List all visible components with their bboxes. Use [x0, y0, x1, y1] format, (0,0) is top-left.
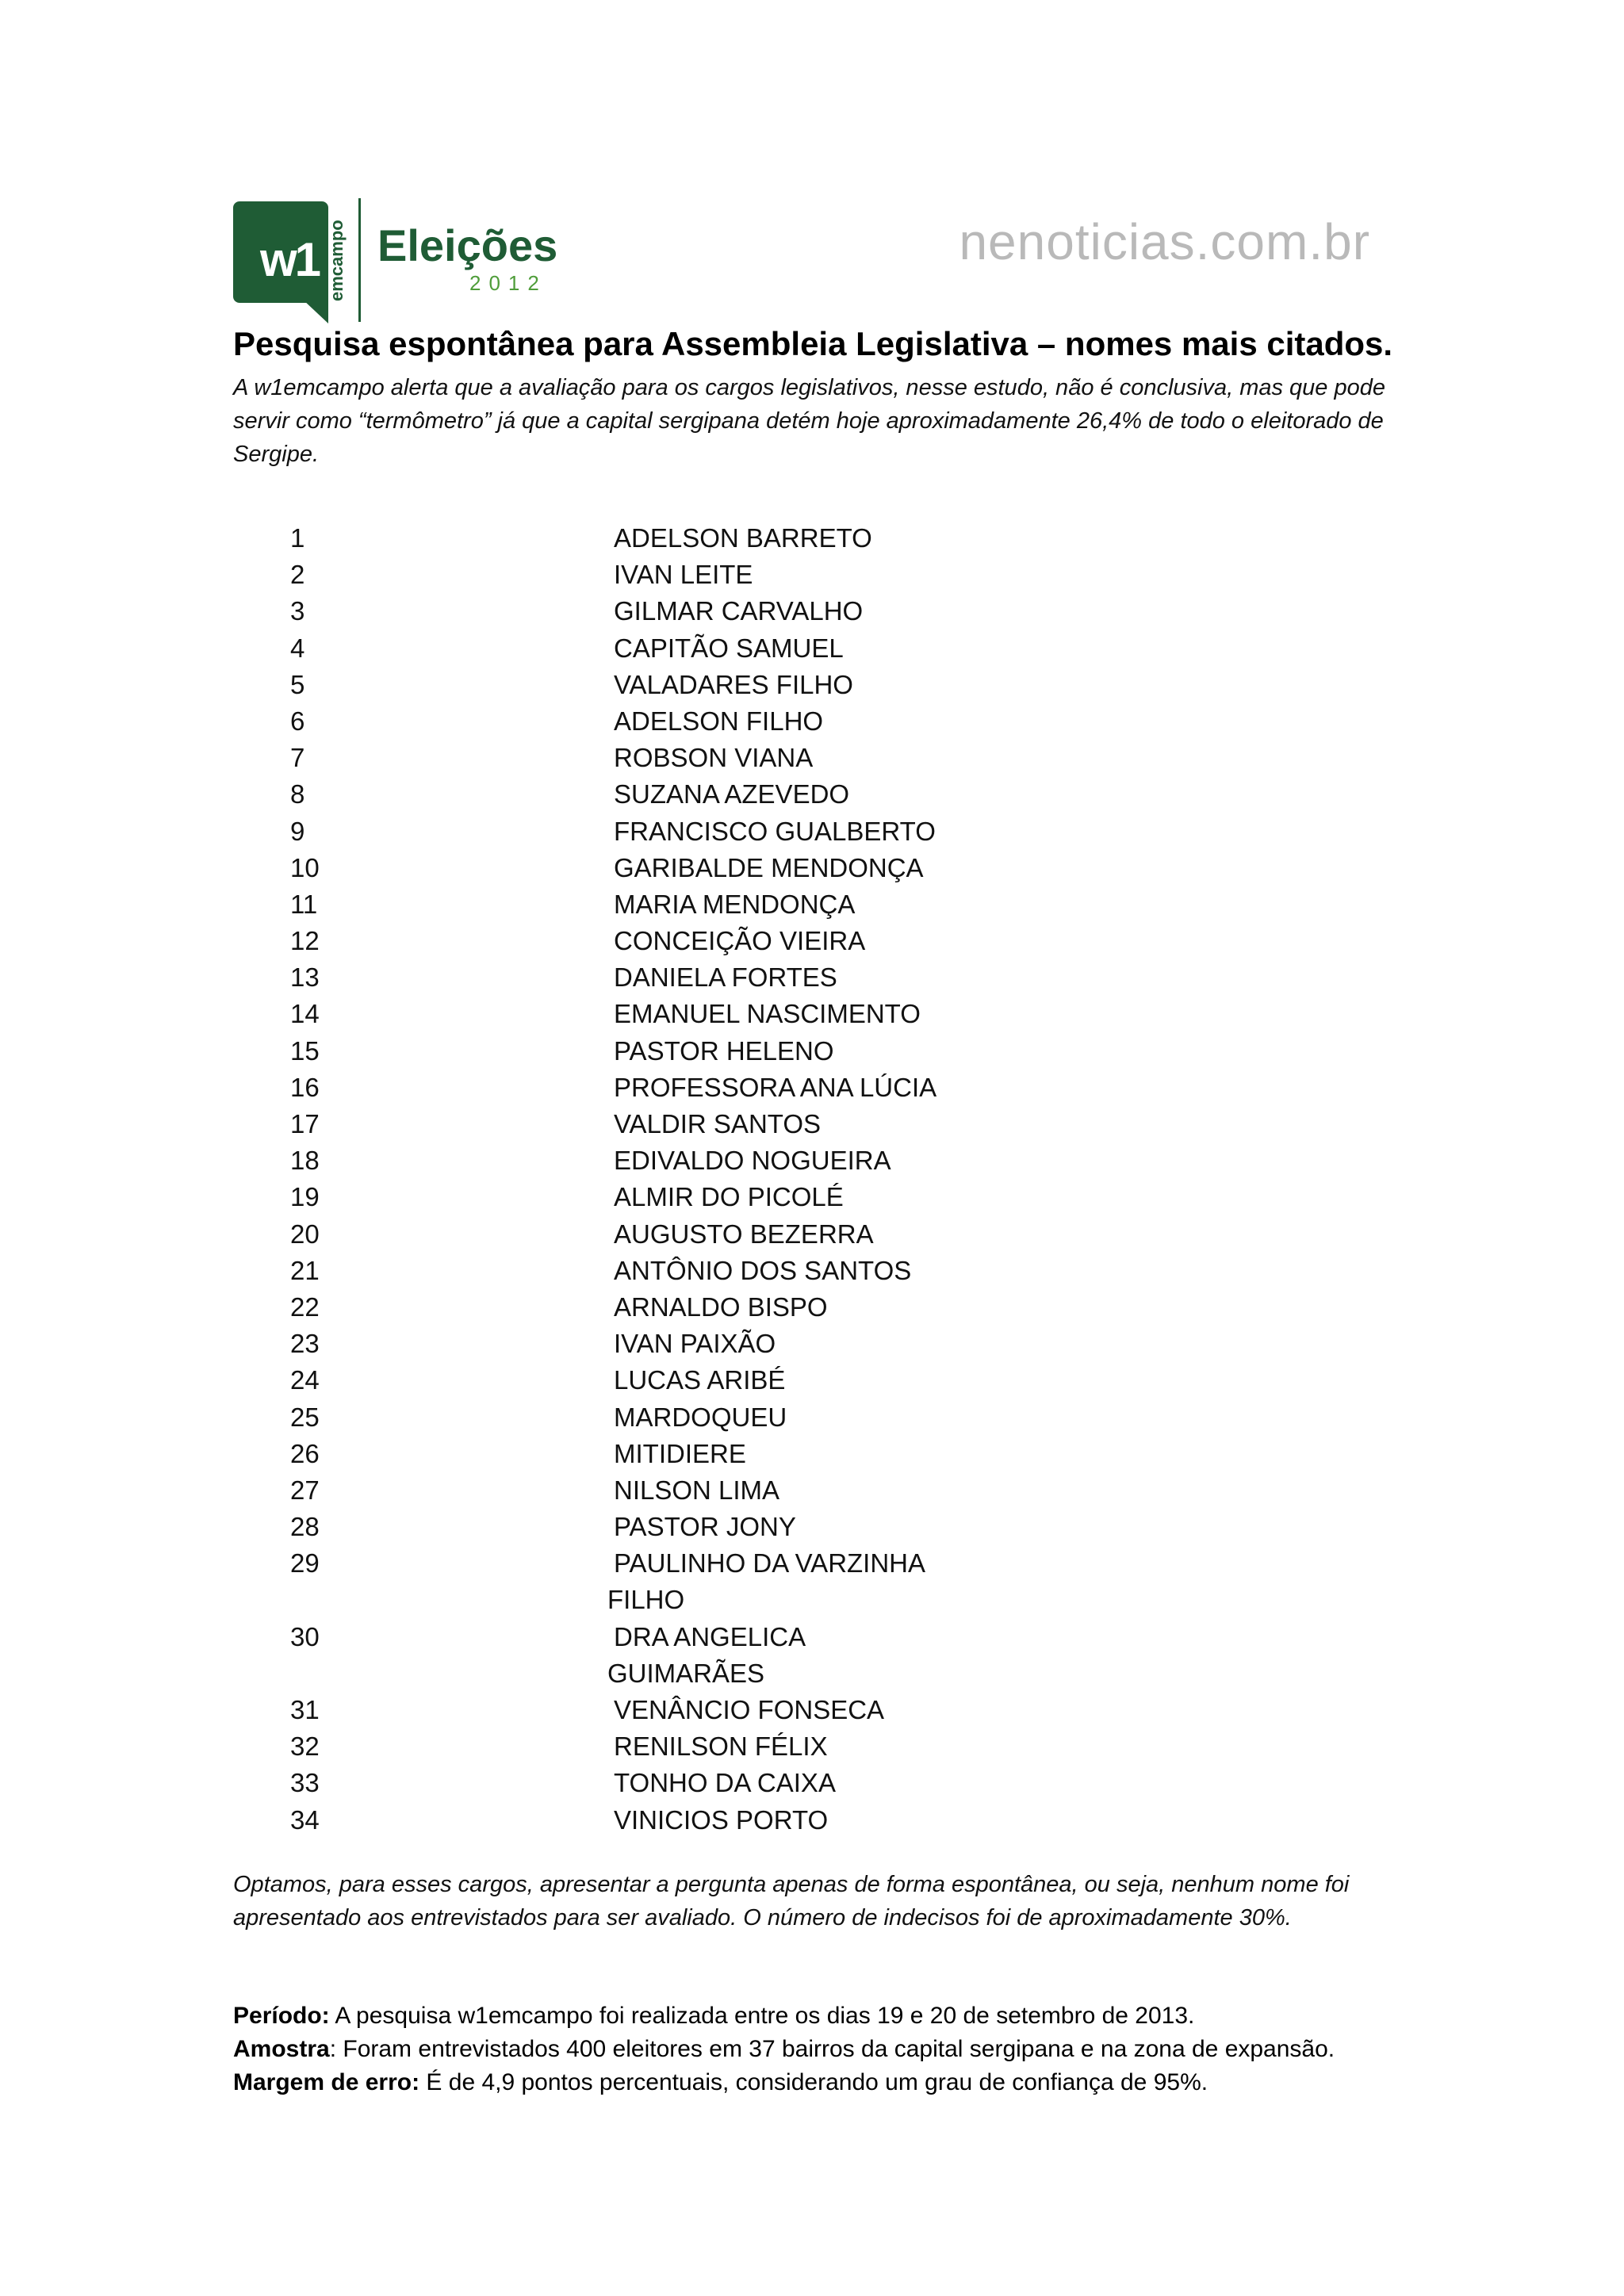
site-name: nenoticias.com.br — [959, 213, 1370, 270]
ranking-name: PASTOR HELENO — [614, 1035, 834, 1066]
period-line — [233, 1999, 1423, 2033]
ranking-number: 11 — [290, 889, 318, 919]
ranking-name: SUZANA AZEVEDO — [614, 779, 850, 809]
ranking-row — [233, 1619, 1185, 1692]
ranking-name: ANTÔNIO DOS SANTOS — [614, 1255, 912, 1285]
w1emcampo-logo — [233, 198, 566, 325]
ranking-name: MITIDIERE — [614, 1438, 746, 1468]
ranking-name: DRA ANGELICA GUIMARÃES — [607, 1621, 805, 1688]
ranking-row — [233, 557, 1185, 593]
ranking-number: 29 — [290, 1548, 320, 1578]
ranking-name: ADELSON BARRETO — [614, 523, 872, 553]
ranking-number: 20 — [290, 1219, 320, 1249]
ranking-row — [233, 1765, 1185, 1801]
ranking-row — [233, 740, 1185, 776]
logo-mark: w1 — [260, 233, 320, 286]
ranking-name: PASTOR JONY — [614, 1512, 796, 1542]
ranking-row — [233, 1362, 1185, 1399]
ranking-row — [233, 1802, 1185, 1839]
logo-word: Eleições — [377, 220, 558, 270]
ranking-number: 21 — [290, 1255, 320, 1285]
ranking-row — [233, 1253, 1185, 1289]
ranking-name: RENILSON FÉLIX — [614, 1732, 828, 1762]
logo-divider — [358, 198, 361, 322]
ranking-number: 33 — [290, 1768, 320, 1798]
ranking-name: EDIVALDO NOGUEIRA — [614, 1146, 891, 1176]
ranking-row — [233, 1509, 1185, 1545]
ranking-row — [233, 1033, 1185, 1070]
ranking-number: 3 — [290, 596, 305, 626]
ranking-number: 6 — [290, 706, 305, 736]
ranking-row — [233, 1728, 1185, 1765]
ranking-row — [233, 1106, 1185, 1142]
ranking-row — [233, 1326, 1185, 1362]
ranking-number: 30 — [290, 1621, 320, 1651]
ranking-number: 7 — [290, 743, 305, 773]
ranking-number: 9 — [290, 816, 305, 846]
ranking-row — [233, 667, 1185, 703]
ranking-name: DANIELA FORTES — [614, 962, 837, 993]
ranking-number: 24 — [290, 1365, 320, 1395]
margin-text: É de 4,9 pontos percentuais, considerando um grau de confiança de 95%. — [419, 2069, 1208, 2095]
ranking-number: 31 — [290, 1695, 320, 1725]
margin-line — [233, 2066, 1423, 2099]
ranking-row — [233, 630, 1185, 667]
ranking-number: 12 — [290, 926, 320, 956]
ranking-number: 17 — [290, 1109, 320, 1138]
ranking-number: 16 — [290, 1072, 320, 1102]
ranking-number: 34 — [290, 1804, 320, 1835]
ranking-number: 15 — [290, 1035, 320, 1066]
ranking-name: LUCAS ARIBÉ — [614, 1365, 786, 1395]
ranking-row — [233, 959, 1185, 996]
ranking-row — [233, 886, 1185, 923]
ranking-row — [233, 1399, 1185, 1436]
ranking-number: 1 — [290, 523, 305, 553]
ranking-row — [233, 813, 1185, 850]
ranking-row — [233, 1692, 1185, 1728]
ranking-row — [233, 1070, 1185, 1106]
page-title: Pesquisa espontânea para Assembleia Legislativa – nomes mais citados. — [233, 325, 1393, 362]
ranking-name: GARIBALDE MENDONÇA — [614, 852, 924, 882]
ranking-name: MARIA MENDONÇA — [614, 889, 856, 919]
ranking-name: AUGUSTO BEZERRA — [614, 1219, 874, 1249]
period-label: Período: — [233, 2003, 330, 2029]
ranking-number: 22 — [290, 1292, 320, 1322]
ranking-name: EMANUEL NASCIMENTO — [614, 999, 921, 1029]
period-text: A pesquisa w1emcampo foi realizada entre os dias 19 e 20 de setembro de 2013. — [329, 2003, 1195, 2029]
ranking-number: 27 — [290, 1475, 320, 1505]
ranking-name: IVAN PAIXÃO — [614, 1329, 776, 1359]
sample-label: Amostra — [233, 2036, 330, 2062]
ranking-row — [233, 996, 1185, 1032]
ranking-number: 18 — [290, 1146, 320, 1176]
ranking-name: VINICIOS PORTO — [614, 1804, 829, 1835]
survey-facts — [233, 1999, 1423, 2099]
logo-badge-tail — [303, 300, 328, 323]
ranking-number: 28 — [290, 1512, 320, 1542]
ranking-row — [233, 1142, 1185, 1179]
ranking-name: VALADARES FILHO — [614, 669, 853, 699]
ranking-name: ARNALDO BISPO — [614, 1292, 828, 1322]
ranking-name: TONHO DA CAIXA — [614, 1768, 836, 1798]
ranking-number: 13 — [290, 962, 320, 993]
ranking-name: CAPITÃO SAMUEL — [614, 633, 844, 663]
outro-paragraph: Optamos, para esses cargos, apresentar a pergunta apenas de forma espontânea, ou seja, nenhum nome foi apresentado aos entrevistados para ser avaliado. O número de indecisos foi de aproximadamente 30%. — [233, 1872, 1350, 1931]
ranking-row — [233, 1472, 1185, 1509]
ranking-row — [233, 1289, 1185, 1326]
ranking-row — [233, 703, 1185, 740]
ranking-number: 10 — [290, 852, 320, 882]
ranking-number: 25 — [290, 1402, 320, 1432]
ranking-name: PROFESSORA ANA LÚCIA — [614, 1072, 937, 1102]
ranking-number: 26 — [290, 1438, 320, 1468]
ranking-name: ADELSON FILHO — [614, 706, 824, 736]
logo-year: 2012 — [469, 271, 547, 295]
ranking-number: 8 — [290, 779, 305, 809]
ranking-number: 4 — [290, 633, 305, 663]
ranking-row — [233, 1545, 1185, 1618]
ranking-number: 5 — [290, 669, 305, 699]
ranking-row — [233, 1179, 1185, 1215]
ranking-name: MARDOQUEU — [614, 1402, 787, 1432]
ranking-row — [233, 1216, 1185, 1253]
ranking-row — [233, 850, 1185, 886]
ranking-row — [233, 520, 1185, 557]
ranking-row — [233, 1436, 1185, 1472]
ranking-number: 14 — [290, 999, 320, 1029]
ranking-name: PAULINHO DA VARZINHA FILHO — [607, 1548, 925, 1615]
ranking-name: VALDIR SANTOS — [614, 1109, 822, 1138]
ranking-list — [233, 520, 1185, 1839]
ranking-name: CONCEIÇÃO VIEIRA — [614, 926, 866, 956]
ranking-name: GILMAR CARVALHO — [614, 596, 864, 626]
ranking-name: ROBSON VIANA — [614, 743, 814, 773]
ranking-number: 2 — [290, 560, 305, 590]
ranking-number: 19 — [290, 1182, 320, 1212]
sample-text: : Foram entrevistados 400 eleitores em 37 bairros da capital sergipana e na zona de expansão. — [329, 2036, 1335, 2062]
ranking-name: IVAN LEITE — [614, 560, 753, 590]
intro-paragraph: A w1emcampo alerta que a avaliação para os cargos legislativos, nesse estudo, não é conclusiva, mas que pode servir como “termômetro” já que a capital sergipana detém hoje aproximadamente 26,4% de todo o eleitorado de Sergipe. — [233, 375, 1386, 467]
ranking-name: FRANCISCO GUALBERTO — [614, 816, 936, 846]
ranking-row — [233, 593, 1185, 629]
ranking-number: 32 — [290, 1732, 320, 1762]
margin-label: Margem de erro: — [233, 2069, 420, 2095]
ranking-name: NILSON LIMA — [614, 1475, 780, 1505]
ranking-name: VENÂNCIO FONSECA — [614, 1695, 885, 1725]
logo-sub: emcampo — [327, 220, 347, 301]
ranking-number: 23 — [290, 1329, 320, 1359]
ranking-row — [233, 776, 1185, 813]
sample-line — [233, 2033, 1423, 2066]
ranking-name: ALMIR DO PICOLÉ — [614, 1182, 844, 1212]
ranking-row — [233, 923, 1185, 959]
